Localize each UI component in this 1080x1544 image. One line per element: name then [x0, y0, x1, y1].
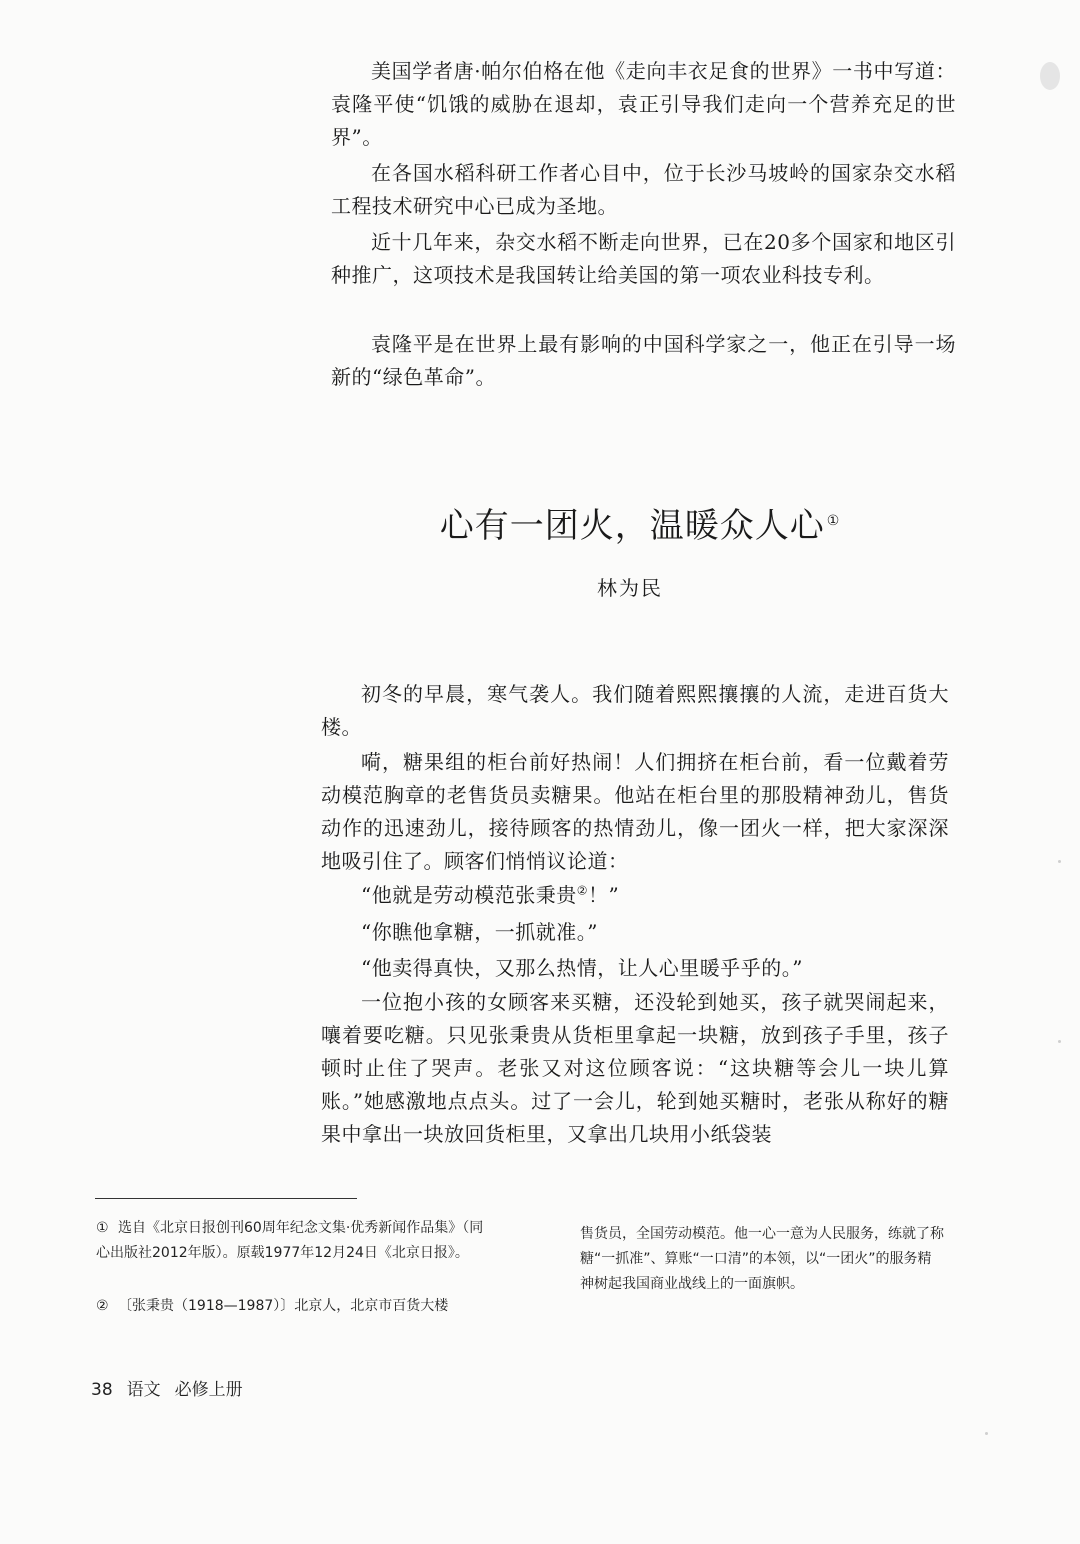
title-footnote-marker: ①: [826, 512, 841, 529]
scan-speck: [1058, 1040, 1061, 1043]
footnote-1: [96, 1216, 496, 1266]
article-paragraph-3: 一位抱小孩的女顾客来买糖，还没轮到她买，孩子就哭闹起来，嚷着要吃糖。只见张秉贵从货柜里拿起一块糖，放到孩子手里，孩子顿时止住了哭声。老张又对这位顾客说：“这块糖等会儿一块儿算账。”她感激地点点头。过了一会儿，轮到她买糖时，老张从称好的糖果中拿出一块放回货柜里，又拿出几块用小纸袋装: [321, 990, 949, 1146]
footnote-2-continued: 售货员，全国劳动模范。他一心一意为人民服务，练就了称糖“一抓准”、算账“一口清”的本领，以“一团火”的服务精神树起我国商业战线上的一面旗帜。: [580, 1226, 944, 1292]
article-title: [0, 498, 1080, 547]
quote-line-2: “你瞧他拿糖，一抓就准。”: [361, 920, 598, 944]
footnote-1-number: ①: [96, 1220, 109, 1236]
article-paragraph-1: 初冬的早晨，寒气袭人。我们随着熙熙攘攘的人流，走进百货大楼。: [321, 682, 949, 739]
top-paragraph-3: 近十几年来，杂交水稻不断走向世界，已在20多个国家和地区引种推广，这项技术是我国转让给美国的第一项农业科技专利。: [331, 230, 956, 287]
article-author: 林为民: [597, 576, 663, 600]
quote-line-3: “他卖得真快，又那么热情，让人心里暖乎乎的。”: [361, 956, 803, 980]
footnote-2-number: ②: [96, 1298, 109, 1314]
footnote-2: [96, 1294, 496, 1319]
quote-line-1: [321, 879, 619, 912]
top-paragraph-1: 美国学者唐·帕尔伯格在他《走向丰衣足食的世界》一书中写道：袁隆平使“饥饿的威胁在退却，袁正引导我们走向一个营养充足的世界”。: [331, 59, 956, 149]
quote-1-text: “他就是劳动模范张秉贵: [361, 883, 577, 907]
page-number: 38: [91, 1380, 113, 1400]
footnote-2-text: 〔张秉贵（1918—1987）〕北京人，北京市百货大楼: [118, 1298, 449, 1314]
scan-speck: [1040, 62, 1060, 90]
top-paragraph-2: 在各国水稻科研工作者心目中，位于长沙马坡岭的国家杂交水稻工程技术研究中心已成为圣地。: [331, 161, 956, 218]
quote-1-end: ！”: [588, 883, 620, 907]
quote-1-footnote-marker: ②: [576, 883, 588, 898]
footnote-1-text: 选自《北京日报创刊60周年纪念文集·优秀新闻作品集》（同心出版社2012年版）。原载1977年12月24日《北京日报》。: [96, 1220, 484, 1261]
page-footer: [91, 1375, 257, 1400]
scan-speck: [1058, 860, 1061, 863]
book-subject: 语文: [126, 1380, 161, 1400]
article-title-text: 心有一团火，温暖众人心: [439, 506, 825, 546]
footnote-divider: [95, 1198, 357, 1199]
book-volume: 必修上册: [174, 1380, 243, 1400]
article-paragraph-2: 嗬，糖果组的柜台前好热闹！人们拥挤在柜台前，看一位戴着劳动模范胸章的老售货员卖糖果。他站在柜台里的那股精神劲儿，售货动作的迅速劲儿，接待顾客的热情劲儿，像一团火一样，把大家深深地吸引住了。顾客们悄悄议论道：: [321, 750, 949, 873]
scan-speck: [985, 1432, 988, 1435]
top-paragraph-4: 袁隆平是在世界上最有影响的中国科学家之一，他正在引导一场新的“绿色革命”。: [331, 332, 956, 389]
